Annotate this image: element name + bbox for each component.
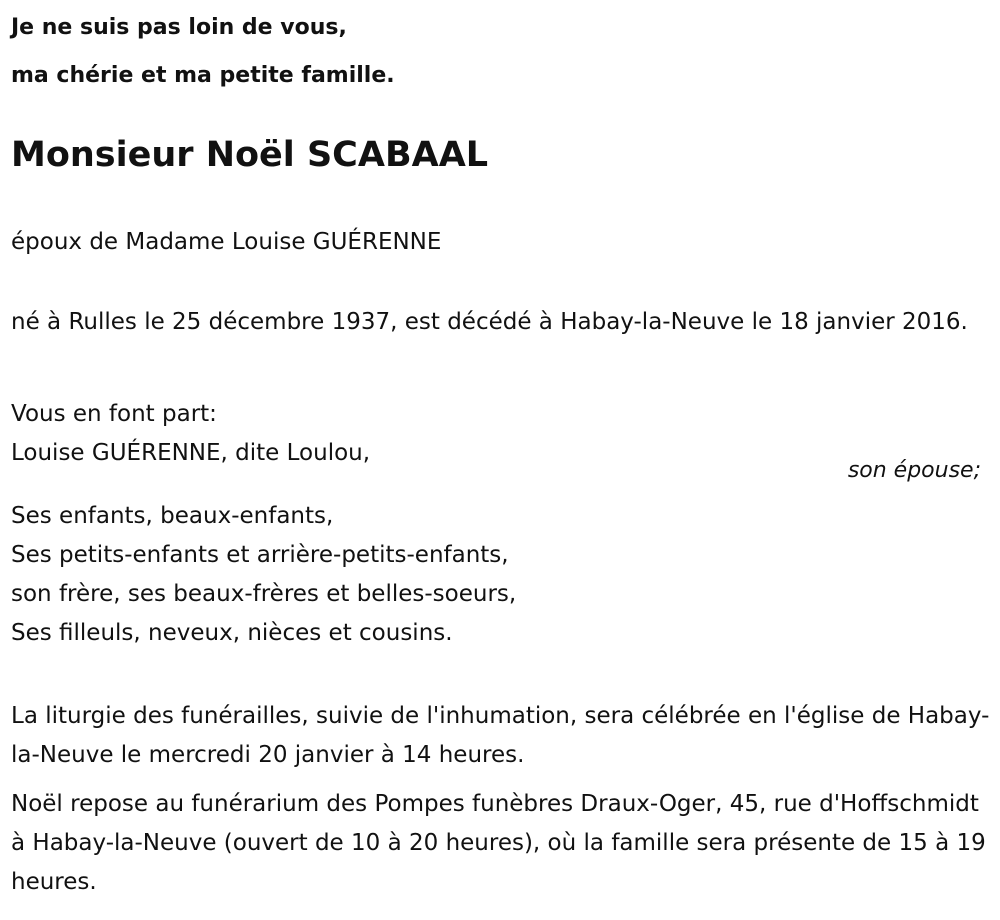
repose-details: Noël repose au funérarium des Pompes funèbres Draux-Oger, 45, rue d'Hoffschmidt à Habay-la-Neuve (ouvert de 10 à 20 heures), où la famille sera présente de 15 à 19 heures. [11,791,986,895]
birth-death-details: né à Rulles le 25 décembre 1937, est décédé à Habay-la-Neuve le 18 janvier 2016. [11,309,968,335]
family-line: son frère, ses beaux-frères et belles-soeurs, [11,581,517,607]
family-list [11,497,516,653]
spouse-line: époux de Madame Louise GUÉRENNE [11,229,442,255]
family-line: Ses filleuls, neveux, nièces et cousins. [11,620,453,646]
spouse-name: Louise GUÉRENNE, dite Loulou, [11,440,371,466]
epigraph-line-1: Je ne suis pas loin de vous, [11,15,347,40]
liturgy-details: La liturgie des funérailles, suivie de l'inhumation, sera célébrée en l'église de Habay-la-Neuve le mercredi 20 janvier à 14 heures. [11,703,990,768]
epigraph-line-2: ma chérie et ma petite famille. [11,63,395,88]
announcement-intro: Vous en font part: [11,401,217,427]
spouse-role: son épouse; [847,458,981,483]
deceased-name: Monsieur Noël SCABAAL [11,135,489,175]
announcement-block [11,395,991,473]
family-line: Ses petits-enfants et arrière-petits-enfants, [11,542,509,568]
family-line: Ses enfants, beaux-enfants, [11,503,334,529]
